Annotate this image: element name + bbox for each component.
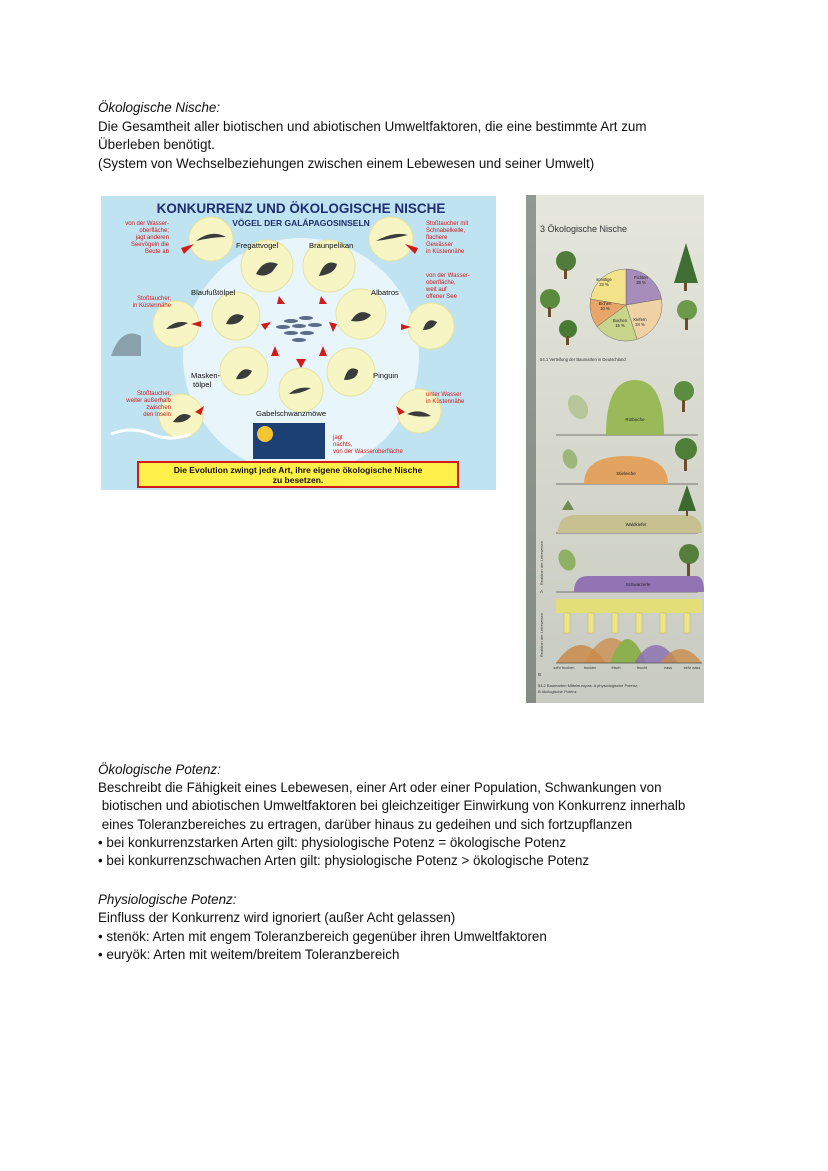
bird-label-blaufusstoelpel: Blaufußtölpel — [191, 288, 236, 297]
note-left-2-line-1: Stoßtaucher, — [136, 296, 171, 302]
axis-label-b: Reaktion der Lebewesen — [539, 612, 544, 658]
note-right-1-line-1: Stoßtaucher mit — [426, 221, 469, 227]
pie-label-eichen: Eichen — [598, 301, 612, 306]
bird-label-fregattvogel: Fregattvogel — [236, 241, 279, 250]
note-left-3-line-4: den Inseln — [143, 412, 171, 418]
note-left-2-line-2: in Küstennähe — [132, 303, 171, 309]
x-label-frisch: frisch — [611, 666, 621, 670]
bird-label-maskentoelpel-1: Masken- — [191, 371, 221, 380]
note-left-1-line-5: Beute ab — [144, 249, 169, 255]
marker-b: B — [538, 672, 542, 677]
axis-label-a: Reaktion der Lebewesen — [539, 540, 544, 586]
potenz-bullet-2: • bei konkurrenzschwachen Arten gilt: physiologische Potenz > ökologische Potenz — [98, 853, 590, 868]
textbook-header: 3 Ökologische Nische — [540, 224, 628, 234]
band-label-rotbuche: Rotbuche — [625, 417, 645, 422]
bird-label-maskentoelpel-2: tölpel — [193, 380, 212, 389]
x-label-nass: nass — [663, 666, 673, 670]
band-label-waldkiefer: Waldkiefer — [625, 522, 647, 527]
x-label-sehr-nass: sehr nass — [683, 666, 701, 670]
note-bottom-line-3: von der Wasseroberfläche — [333, 449, 403, 455]
niche-definition-line-1: Die Gesamtheit aller biotischen und abiotischen Umweltfaktoren, die eine bestimmte Art zum — [98, 119, 647, 134]
note-left-1-line-4: Seevögeln die — [130, 242, 169, 248]
pie-label-buchen: Buchen — [612, 318, 628, 323]
pie-value-fichten: 28 % — [636, 280, 646, 285]
bird-label-gabelschwanzmoewe: Gabelschwanzmöwe — [256, 409, 327, 418]
poster-subtitle: VÖGEL DER GALÁPAGOSINSELN — [232, 218, 370, 228]
potenz-bullet-1: • bei konkurrenzstarken Arten gilt: physiologische Potenz = ökologische Potenz — [98, 835, 567, 850]
band-label-schwarzerle: Schwarzerle — [625, 582, 651, 587]
x-label-trocken: trocken — [583, 666, 597, 670]
note-right-1-line-4: Gewässer — [426, 242, 454, 248]
potenz-line-2: biotischen und abiotischen Umweltfaktoren bei gleichzeitiger Einwirkung von Konkurrenz innerhalb — [98, 798, 686, 813]
pie-value-kiefern: 24 % — [635, 322, 645, 327]
physio-line-1: Einfluss der Konkurrenz wird ignoriert (außer Acht gelassen) — [98, 910, 456, 925]
physio-heading: Physiologische Potenz: — [98, 892, 237, 907]
note-right-2-line-3: weit auf — [426, 287, 447, 293]
note-left-1-line-1: von der Wasser- — [125, 221, 169, 227]
figure-caption-line-1: 54.2 Baumarten Mitteleuropas. A physiologische Potenz; — [538, 683, 639, 688]
pie-value-eichen: 10 % — [600, 306, 610, 311]
potenz-line-3: eines Toleranzbereiches zu ertragen, darüber hinaus zu gedeihen und sich fortzupflanzen — [98, 817, 633, 832]
note-left-3-line-3: zwischen — [146, 405, 171, 411]
textbook-potenz-figure — [526, 195, 704, 703]
bird-label-albatros: Albatros — [371, 288, 399, 297]
poster-title: KONKURRENZ UND ÖKOLOGISCHE NISCHE — [156, 201, 446, 216]
bird-label-pinguin: Pinguin — [373, 371, 399, 380]
banner-line-2: zu besetzen. — [272, 475, 324, 485]
banner-line-1: Die Evolution zwingt jede Art, ihre eigene ökologische Nische — [173, 465, 423, 475]
niche-definition-line-3: (System von Wechselbeziehungen zwischen einem Lebewesen und seiner Umwelt) — [98, 156, 595, 171]
note-bottom-line-2: nachts, — [333, 442, 353, 448]
potenz-line-1: Beschreibt die Fähigkeit eines Lebewesen, einer Art oder einer Population, Schwankungen von — [98, 780, 662, 795]
note-right-2-line-4: offener See — [426, 294, 457, 300]
pie-caption: 54.1 Verteilung der Baumarten in Deutschland — [540, 357, 626, 362]
note-right-3-line-2: in Küstennähe — [426, 399, 465, 405]
note-right-1-line-5: in Küstennähe — [426, 249, 465, 255]
note-bottom-line-1: jagt — [333, 435, 343, 441]
pie-value-sonstige: 23 % — [599, 282, 609, 287]
marker-a: A — [540, 589, 544, 594]
galapagos-niche-poster — [101, 196, 496, 490]
note-left-1-line-3: jagt anderen — [135, 235, 169, 241]
x-label-feucht: feucht — [636, 666, 648, 670]
niche-definition-line-2: Überleben benötigt. — [98, 137, 215, 152]
note-left-3-line-2: weiter außerhalb — [126, 398, 171, 404]
pie-value-buchen: 15 % — [615, 323, 625, 328]
x-label-sehr-trocken: sehr trocken — [553, 666, 575, 670]
bird-label-braunpelikan: Braunpelikan — [309, 241, 354, 250]
pie-label-sonstige: sonstige — [596, 277, 612, 282]
pie-label-fichten: Fichten — [634, 275, 648, 280]
potenz-heading: Ökologische Potenz: — [98, 762, 221, 777]
note-right-1-line-3: flachere — [426, 235, 448, 241]
pie-label-kiefern: Kiefern — [633, 317, 647, 322]
physio-bullet-2: • euryök: Arten mit weitem/breitem Toleranzbereich — [98, 947, 400, 962]
figure-caption-line-2: B ökologische Potenz — [538, 689, 577, 694]
niche-heading: Ökologische Nische: — [98, 100, 221, 115]
note-left-3-line-1: Stoßtaucher, — [136, 391, 171, 397]
note-right-2-line-1: von der Wasser- — [426, 273, 470, 279]
band-label-stieleiche: Stieleiche — [616, 471, 636, 476]
note-right-1-line-2: Schnabelkelle, — [426, 228, 466, 234]
note-right-3-line-1: unter Wasser — [426, 392, 462, 398]
note-right-2-line-2: oberfläche, — [426, 280, 456, 286]
physio-bullet-1: • stenök: Arten mit engem Toleranzbereich gegenüber ihren Umweltfaktoren — [98, 929, 547, 944]
note-left-1-line-2: oberfläche; — [139, 228, 169, 234]
